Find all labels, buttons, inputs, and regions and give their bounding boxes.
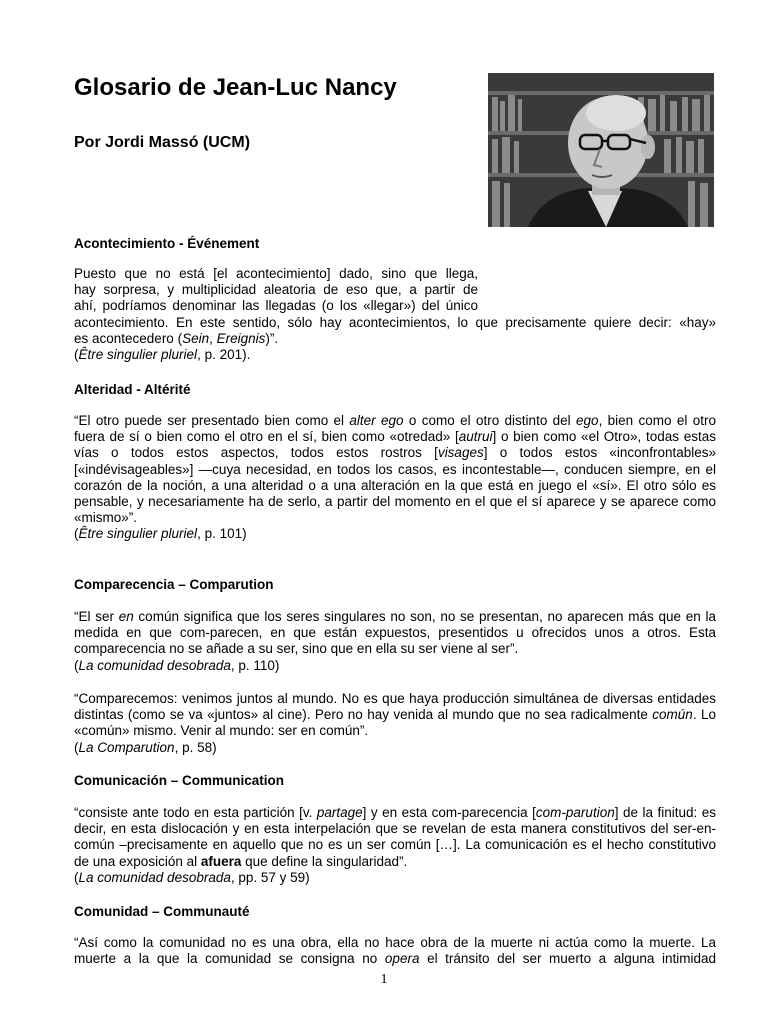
entry-comparecencia-body-2 [74,691,716,756]
body-paragraph: “El otro puede ser presentado bien como el alter ego o como el otro distinto del ego, bien como el otro fuera de sí o bien como el otro en el sí, bien como «otredad» [autrui] o bien como «el Otro», todas estas vías o todos estos aspectos, todos estos rostros [visages] o todos estos «inconfrontables» [«indévisageables»] —cuya necesidad, en todos los casos, es incontestable—, conducen siempre, en el corazón de la noción, a una alteridad o a una alteración en la que está en juego el «sí». El otro sólo es pensable, y necesariamente ha de serlo, a partir del momento en el que el sí aparece y se aparece como «mismo»”. [74,413,716,526]
page-number: 1 [380,972,388,987]
portrait-photo-image [488,73,714,227]
body-paragraph: “Así como la comunidad no es una obra, ella no hace obra de la muerte ni actúa como la muerte. La muerte a la que la comunidad se consigna no opera el tránsito del ser muerto a alguna intimidad [74,935,716,967]
entry-alteridad [74,382,716,398]
entry-acontecimiento-body [74,266,716,363]
body-line: ahí, podríamos denominar las llegadas (o los «llegar») del único [74,298,478,314]
citation: (Être singulier pluriel, p. 101) [74,526,247,542]
entry-comparecencia-body-1 [74,609,716,674]
entry-heading: Comunidad – Communauté [74,904,250,919]
portrait-photo [488,73,714,227]
entry-comunicacion-body [74,805,716,886]
entry-heading: Comparecencia – Comparution [74,577,274,592]
body-paragraph: “El ser en común significa que los seres singulares no son, no se presentan, no aparecen más que en la medida en que com-parecen, en que están expuestos, presentidos u ofrecidos unos a otros. Esta comparecencia no se añade a su ser, sino que en ella su ser viene al ser”. [74,609,716,657]
entry-heading: Comunicación – Communication [74,773,285,788]
entry-alteridad-body [74,413,716,543]
citation: (La Comparution, p. 58) [74,739,217,755]
body-paragraph: “Comparecemos: venimos juntos al mundo. No es que haya producción simultánea de diversas entidades distintas (como se va «juntos» al cine). Pero no hay venida al mundo que no sea radicalmente común. Lo «común» mismo. Venir al mundo: ser en común”. [74,691,716,739]
entry-acontecimiento [74,236,716,252]
body-line: acontecimiento. En este sentido, sólo hay acontecimientos, lo que precisamente quiere decir: «hay» [74,314,716,330]
document-author: Por Jordi Massó (UCM) [74,134,251,151]
entry-comparecencia [74,577,716,593]
entry-heading: Alteridad - Altérité [74,382,191,397]
citation: (Être singulier pluriel, p. 201). [74,347,251,363]
body-line: Puesto que no está [el acontecimiento] dado, sino que llega, [74,266,478,281]
entry-comunicacion [74,773,716,789]
body-line: es acontecedero (Sein, Ereignis)”. [74,330,279,346]
entry-heading: Acontecimiento - Événement [74,236,260,251]
body-line: hay sorpresa, y multiplicidad aleatoria de eso que, a partir de [74,282,478,298]
citation: (La comunidad desobrada, p. 110) [74,657,280,673]
entry-comunidad-body [74,935,716,967]
body-paragraph: “consiste ante todo en esta partición [v. partage] y en esta com-parecencia [com-parution] de la finitud: es decir, en esta dislocación y en esta interpelación que se revelan de esta manera constitutivos del ser-en-común –precisamente en aquello que no es un ser común […]. La comunicación es el hecho constitutivo de una exposición al afuera que define la singularidad”. [74,805,716,869]
document-title: Glosario de Jean-Luc Nancy [74,74,397,101]
citation: (La comunidad desobrada, pp. 57 y 59) [74,869,310,885]
entry-comunidad [74,904,716,920]
